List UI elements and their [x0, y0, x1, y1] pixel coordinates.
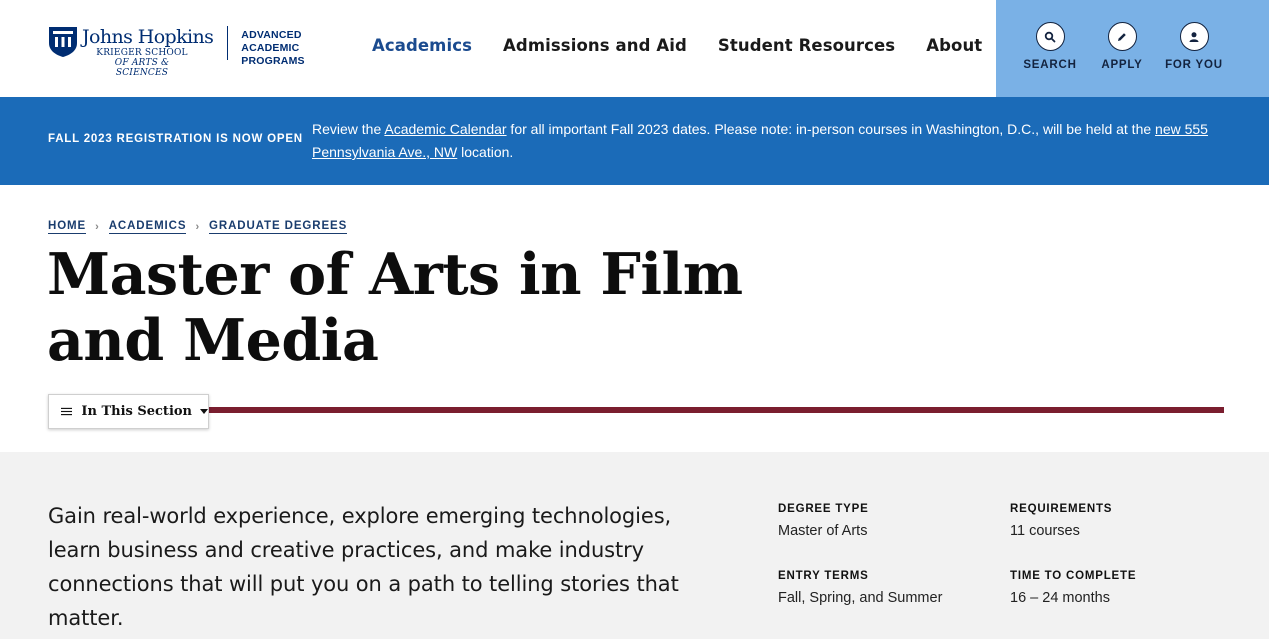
new-location-link[interactable]: new 555 Pennsylvania Ave., NW: [312, 121, 1208, 160]
fact-entry-terms: ENTRY TERMS Fall, Spring, and Summer: [778, 570, 943, 606]
chevron-right-icon: ›: [95, 221, 100, 233]
alert-message: Review the Academic Calendar for all important Fall 2023 dates. Please note: in-person courses in Washington, D.C., will be held at the new 555 Pennsylvania Ave., NW location.: [312, 121, 1208, 160]
for-you-label: FOR YOU: [1165, 59, 1223, 71]
breadcrumb-home[interactable]: HOME: [48, 220, 87, 232]
shield-icon: [48, 26, 78, 58]
for-you-button[interactable]: [1158, 22, 1230, 97]
search-button[interactable]: [1014, 22, 1086, 97]
registration-alert: [0, 97, 1269, 185]
fact-degree-type: DEGREE TYPE Master of Arts: [778, 503, 869, 539]
caret-down-icon: [200, 409, 208, 414]
search-icon: [1036, 22, 1065, 51]
nav-admissions-and-aid[interactable]: Admissions and Aid: [503, 36, 687, 55]
program-name: ADVANCED ACADEMIC PROGRAMS: [241, 29, 305, 67]
jhu-logo[interactable]: [48, 26, 305, 78]
main-nav: [372, 36, 1013, 55]
alert-title: FALL 2023 REGISTRATION IS NOW OPEN: [48, 133, 303, 145]
fact-time-to-complete: TIME TO COMPLETE 16 – 24 months: [1010, 570, 1137, 606]
breadcrumb-graduate-degrees[interactable]: GRADUATE DEGREES: [209, 220, 348, 232]
academic-calendar-link[interactable]: Academic Calendar: [384, 121, 507, 137]
apply-label: APPLY: [1101, 59, 1143, 71]
nav-academics[interactable]: Academics: [372, 36, 473, 55]
user-icon: [1180, 22, 1209, 51]
fact-requirements: REQUIREMENTS 11 courses: [1010, 503, 1113, 539]
nav-student-resources[interactable]: Student Resources: [717, 36, 896, 55]
chevron-right-icon: ›: [195, 221, 201, 233]
breadcrumb: [48, 220, 347, 234]
section-divider: [208, 407, 1224, 413]
in-this-section-label: In This Section: [81, 404, 192, 419]
in-this-section-button[interactable]: [48, 394, 209, 429]
logo-school-line1: KRIEGER SCHOOL: [96, 48, 188, 58]
search-label: SEARCH: [1023, 59, 1077, 71]
nav-about[interactable]: About: [926, 36, 983, 55]
menu-icon: [61, 407, 72, 416]
logo-school-line2: OF ARTS & SCIENCES: [114, 58, 170, 78]
utility-nav: [996, 0, 1269, 97]
site-header: [0, 0, 1269, 97]
logo-divider: [227, 26, 228, 60]
page-title: Master of Arts in Film and Media: [47, 241, 743, 374]
pencil-icon: [1108, 22, 1137, 51]
program-overview: [0, 452, 1269, 639]
breadcrumb-academics[interactable]: ACADEMICS: [108, 220, 187, 232]
logo-university-name: Johns Hopkins: [82, 26, 214, 48]
program-intro: Gain real-world experience, explore emerging technologies, learn business and creative practices, and make industry connections that will put you on a path to telling stories that matter.: [48, 504, 679, 630]
apply-button[interactable]: [1086, 22, 1158, 97]
